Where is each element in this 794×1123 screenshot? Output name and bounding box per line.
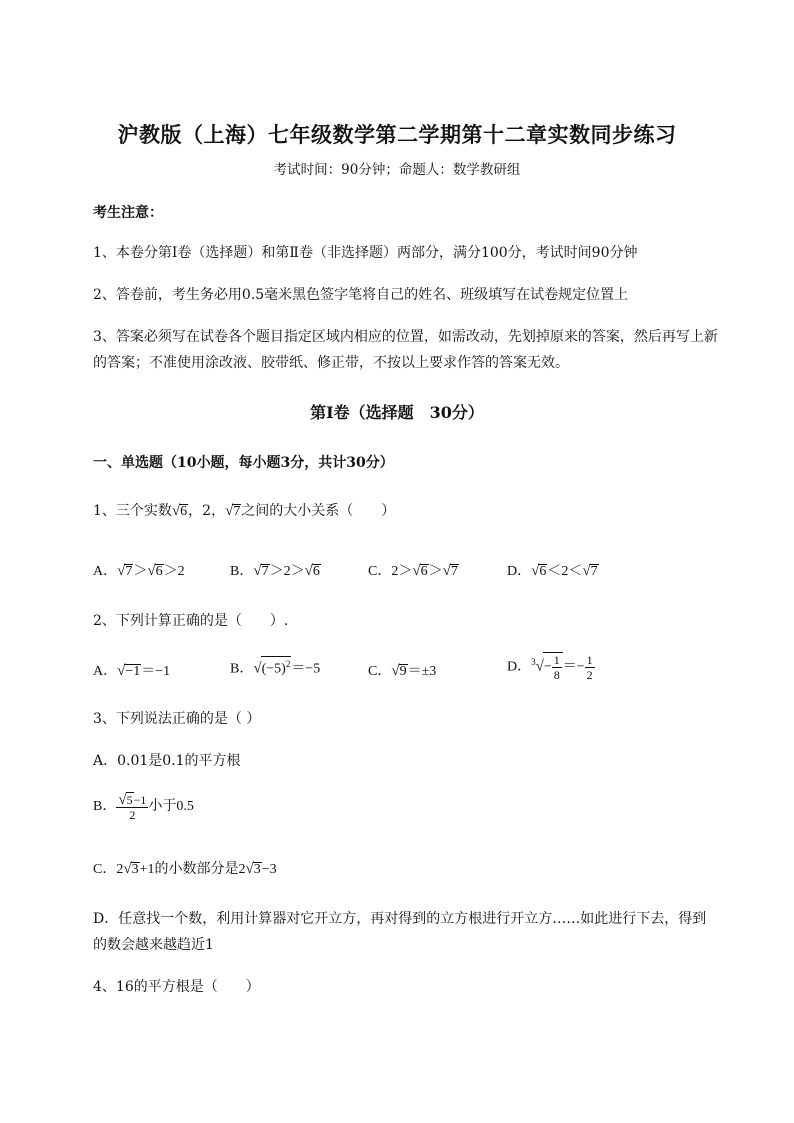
q3-option-c[interactable]: C．2√3+1的小数部分是2√3−3 [93,861,277,877]
q1-option-b[interactable]: B．√7＞2＞√6 [230,563,320,579]
q2-option-a[interactable]: A．√−1＝−1 [93,663,171,679]
q2-option-b[interactable]: B．$√(-5)^2=-5$ [230,656,320,678]
question-1-stem: 1、三个实数√6，2，√7之间的大小关系（ ） [93,503,396,519]
q2-option-d[interactable]: D．$^3$√− $\frac{1}{8}$ ＝− $\frac{1}{2}$ [507,653,593,682]
q1-option-c[interactable]: C．2＞√6＞√7 [368,563,458,579]
sqrt-6: √6 [171,503,188,519]
note-item-2: 2、答卷前，考生务必用0.5毫米黑色签字笔将自己的姓名、班级填写在试卷规定位置上 [93,287,629,303]
page-title: 沪教版（上海）七年级数学第二学期第十二章实数同步练习 [117,122,677,147]
question-3-stem: 3、下列说法正确的是（ ） [93,711,261,727]
note-item-3-cont: 的答案；不准使用涂改液、胶带纸、修正带，不按以上要求作答的答案无效。 [93,355,569,371]
q3-option-b[interactable]: B． $\frac{√5-1}{2}$ 小于0.5 [93,792,194,822]
part-heading: 一、单选题（10小题，每小题3分，共计30分） [93,455,394,471]
q1-option-a[interactable]: A．√7＞√6＞2 [93,563,185,579]
q3-option-d-cont: 的数会越来越趋近1 [93,937,214,953]
question-2-stem: 2、下列计算正确的是（ ）. [93,613,289,629]
q3-option-d[interactable]: D．任意找一个数，利用计算器对它开立方，再对得到的立方根进行开立方……如此进行下去，得到 [93,911,707,927]
section-title: 第I卷（选择题 30分） [310,403,484,422]
note-item-1: 1、本卷分第I卷（选择题）和第Ⅱ卷（非选择题）两部分，满分100分，考试时间90分钟 [93,245,638,261]
notes-heading: 考生注意： [93,205,163,221]
sqrt-7: √7 [225,503,241,519]
q3-option-a[interactable]: A．0.01是0.1的平方根 [93,753,241,769]
q1-option-d[interactable]: D．√6＜2＜√7 [507,563,598,579]
exam-subtitle: 考试时间：90分钟；命题人：数学教研组 [273,162,521,178]
note-item-3: 3、答案必须写在试卷各个题目指定区域内相应的位置，如需改动，先划掉原来的答案，然后再写上新 [93,329,718,345]
q2-option-c[interactable]: C．√9＝±3 [368,663,437,679]
question-4-stem: 4、16的平方根是（ ） [93,979,260,995]
